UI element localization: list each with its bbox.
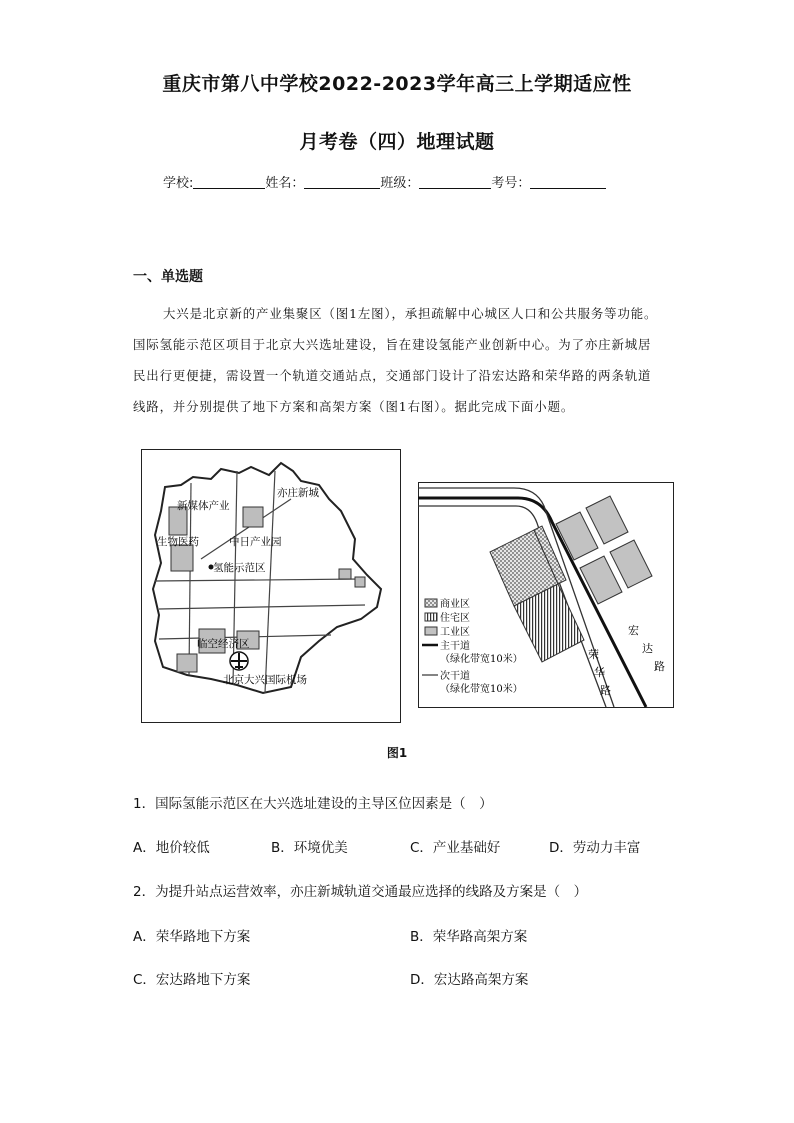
daxing-map — [141, 449, 401, 723]
legend-commercial: 商业区 — [440, 599, 470, 610]
exam-title-line2: 月考卷（四）地理试题 — [299, 131, 495, 153]
student-info-row — [163, 172, 606, 191]
station-site-map — [418, 482, 674, 708]
q2-option-d[interactable]: D．宏达路高架方案 — [410, 972, 529, 988]
q1-option-b[interactable]: B．环境优美 — [271, 840, 348, 856]
q1-option-d[interactable]: D．劳动力丰富 — [549, 840, 641, 856]
legend-main-road-note: （绿化带宽10米） — [440, 654, 523, 665]
label-bio: 生物医药 — [157, 536, 199, 548]
legend-residential: 住宅区 — [440, 613, 470, 624]
legend-secondary-road-note: （绿化带宽10米） — [440, 684, 523, 695]
q2-option-a[interactable]: A．荣华路地下方案 — [133, 929, 251, 945]
figure-caption: 图1 — [386, 746, 408, 760]
hongda-char-1: 宏 — [628, 624, 639, 637]
school-field[interactable] — [193, 176, 265, 189]
label-airport-zone: 临空经济区 — [197, 638, 250, 650]
name-label: 姓名： — [265, 176, 305, 191]
q1-option-a[interactable]: A．地价较低 — [133, 840, 210, 856]
hongda-char-3: 路 — [654, 660, 665, 673]
q2-option-c[interactable]: C．宏达路地下方案 — [133, 972, 251, 988]
legend-main-road: 主干道 — [440, 641, 470, 652]
q2-option-b[interactable]: B．荣华路高架方案 — [410, 929, 528, 945]
ronghua-char-2: 华 — [594, 666, 605, 679]
question-1-stem: 1．国际氢能示范区在大兴选址建设的主导区位因素是（ ） — [133, 796, 493, 812]
label-sinojapan: 中日产业园 — [229, 536, 282, 548]
label-hydrogen: 氢能示范区 — [213, 562, 266, 574]
ronghua-char-3: 路 — [600, 684, 611, 697]
label-media: 新媒体产业 — [177, 500, 230, 512]
ronghua-char-1: 荣 — [588, 648, 599, 661]
question-2-stem: 2．为提升站点运营效率，亦庄新城轨道交通最应选择的线路及方案是（ ） — [133, 884, 588, 900]
legend-secondary-road: 次干道 — [440, 671, 470, 682]
q1-option-c[interactable]: C．产业基础好 — [410, 840, 501, 856]
exam-title-line1: 重庆市第八中学校2022-2023学年高三上学期适应性 — [162, 73, 632, 95]
label-airport: 北京大兴国际机场 — [223, 674, 307, 686]
school-label: 学校: — [163, 176, 194, 191]
name-field[interactable] — [304, 176, 380, 189]
hongda-char-2: 达 — [642, 642, 653, 655]
number-label: 考号： — [491, 176, 531, 191]
number-field[interactable] — [530, 176, 606, 189]
class-field[interactable] — [419, 176, 491, 189]
label-yizhuang: 亦庄新城 — [277, 487, 319, 499]
airplane-icon — [230, 652, 248, 670]
legend-industrial: 工业区 — [440, 627, 470, 638]
intro-paragraph: 大兴是北京新的产业集聚区（图1左图），承担疏解中心城区人口和公共服务等功能。国际氢能示范区项目于北京大兴选址建设，旨在建设氢能产业创新中心。为了亦庄新城居民出行更便捷，需设置一个轨道交通站点，交通部门设计了沿宏达路和荣华路的两条轨道线路，并分别提供了地下方案和高架方案（图1右图）。据此完成下面小题。 — [133, 306, 658, 414]
section-title: 一、单选题 — [133, 269, 203, 285]
class-label: 班级： — [380, 176, 420, 191]
